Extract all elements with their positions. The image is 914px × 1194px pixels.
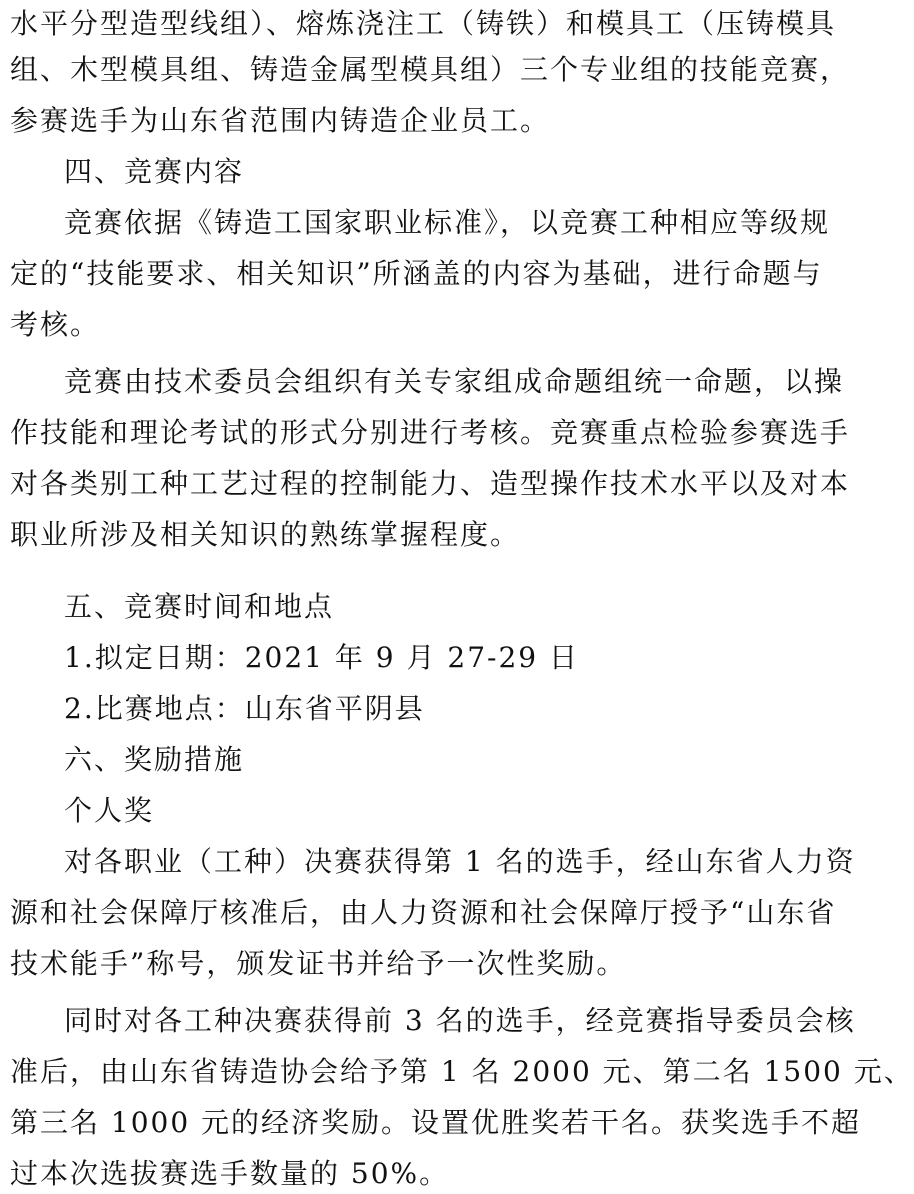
section-4-para1-line-1: 竞赛依据《铸造工国家职业标准》，以竞赛工种相应等级规	[64, 206, 831, 239]
section-4-para2-line-2: 作技能和理论考试的形式分别进行考核。竞赛重点检验参赛选手	[10, 416, 851, 449]
section-5-item-2: 2.比赛地点：山东省平阴县	[64, 692, 425, 725]
section-6-heading: 六、奖励措施	[64, 743, 245, 776]
section-4-heading: 四、竞赛内容	[64, 155, 245, 188]
intro-line-1: 水平分型造型线组）、熔炼浇注工（铸铁）和模具工（压铸模具	[10, 7, 837, 40]
section-6-para2-line-3: 第三名 1000 元的经济奖励。设置优胜奖若干名。获奖选手不超	[10, 1106, 862, 1139]
section-6-para1-line-1: 对各职业（工种）决赛获得第 1 名的选手，经山东省人力资	[64, 845, 856, 878]
section-6-para2-line-1: 同时对各工种决赛获得前 3 名的选手，经竞赛指导委员会核	[64, 1004, 856, 1037]
section-4-para2-line-3: 对各类别工种工艺过程的控制能力、造型操作技术水平以及对本	[10, 467, 851, 500]
section-4-para2-line-1: 竞赛由技术委员会组织有关专家组成命题组统一命题，以操	[64, 365, 845, 398]
section-4-para1-line-2: 定的“技能要求、相关知识”所涵盖的内容为基础，进行命题与	[10, 257, 823, 290]
intro-line-3: 参赛选手为山东省范围内铸造企业员工。	[10, 104, 551, 137]
section-6-para2-line-4: 过本次选拔赛选手数量的 50%。	[10, 1157, 450, 1190]
section-5-heading: 五、竞赛时间和地点	[64, 590, 335, 623]
section-5-item-1: 1.拟定日期：2021 年 9 月 27-29 日	[64, 641, 580, 674]
section-6-subheading: 个人奖	[64, 794, 155, 827]
section-4-para2-line-4: 职业所涉及相关知识的熟练掌握程度。	[10, 518, 521, 551]
section-6-para2-line-2: 准后，由山东省铸造协会给予第 1 名 2000 元、第二名 1500 元、	[10, 1055, 914, 1088]
section-6-para1-line-2: 源和社会保障厅核准后，由人力资源和社会保障厅授予“山东省	[10, 896, 837, 929]
section-4-para1-line-3: 考核。	[10, 308, 101, 341]
intro-line-2: 组、木型模具组、铸造金属型模具组）三个专业组的技能竞赛，	[10, 53, 851, 86]
section-6-para1-line-3: 技术能手”称号，颁发证书并给予一次性奖励。	[10, 947, 627, 980]
